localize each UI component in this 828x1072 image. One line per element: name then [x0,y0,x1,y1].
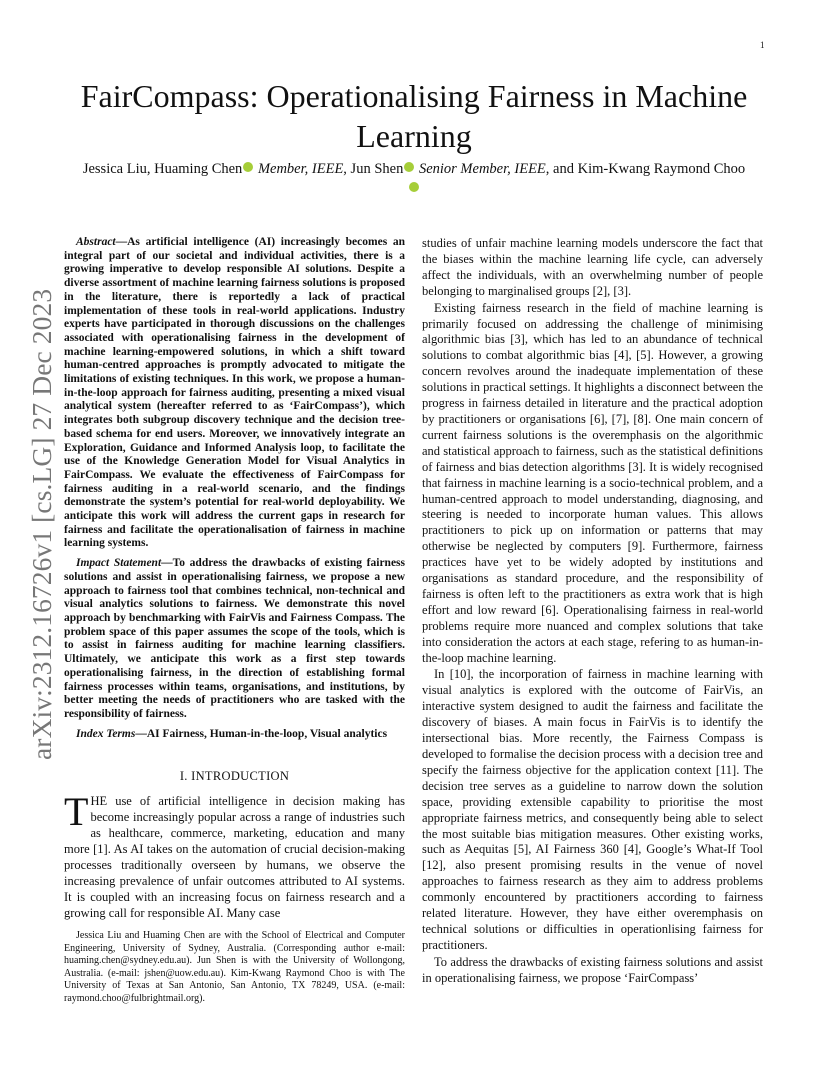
dropcap: T [64,789,89,835]
impact-text: —To address the drawbacks of existing fairness solutions and assist in operationalising fairness, we propose a new approach to fairness tool that combines technical, non-technical and visual analytics solutions to fairness. We demonstrate this novel approach by benchmarking with FairVis and Fairness Compass. The problem space of this paper assumes the scope of the tools, which is to assist in fairness auditing for machine learning classifiers. Ultimately, we anticipate this work as a first step towards operationalising fairness, in the direction of establishing formal fairness processes within teams, organisations, and institutions, by better meeting the needs of practitioners who are tasked with the responsibility of fairness. [64,557,406,720]
index-terms-label: Index Terms [76,727,136,740]
orcid-icon[interactable] [404,162,414,172]
body-paragraph: To address the drawbacks of existing fairness solutions and assist in operationalising fairness, we propose ‘FairCompass’ [422,954,763,985]
left-column [64,236,405,922]
intro-text: use of artificial intelligence in decision making has become increasingly popular across a range of industries such as healthcare, commerce, marketing, education and many more [1]. As AI takes on the automation of crucial decision-making processes traditionally overseen by humans, we observe the increasing prevalence of unfair outcomes attributed to AI systems. It is coupled with an increasing focus on fairness research and a growing call for responsible AI. Many case [64,794,405,920]
intro-lead-caps: HE [90,794,108,809]
body-paragraph: Existing fairness research in the field of machine learning is primarily focused on addressing the challenge of minimising algorithmic bias [3], which has led to an abundance of technical solutions to combat algorithmic bias [4], [5]. However, a growing concern revolves around the inadequate implementation of these solutions in practical settings. It highlights a disconnect between the progress in fairness detailed in literature and the practical adoption by practitioners or organisations [6], [7], [8]. One main concern of current fairness solutions is the overemphasis on the algorithmic and statistical approach to fairness, such as the statistical definitions of fairness and bias detection algorithms [3]. It is widely recognised that fairness in machine learning is a socio-technical problem, and a human-centred approach to model understanding, diagnosing, and steering is needed to incorporate human values. This allows practitioners to pick up on information or patterns that may otherwise be neglected by computers [9]. Furthermore, fairness practices have yet to be widely adopted by institutions and organisations as standard procedure, and the responsibility of fairness is often left to the practitioners as extra work that is high effort and low reward [6]. Operationalising fairness in real-world problems require more nuanced and complex solutions that take into consideration the actors at each stage, refering to as human-in-the-loop machine learning. [422,300,763,665]
body-paragraph: studies of unfair machine learning models underscore the fact that the biases within the machine learning life cycle, can adversely affect the individuals, with an overwhelming number of people belonging to marginalised groups [2], [3]. [422,236,763,298]
author-names-2: , Jun Shen [343,161,404,177]
author-role-2: Senior Member, IEEE [418,161,546,177]
author-role-1: Member, IEEE [257,161,344,177]
paper-title: FairCompass: Operationalising Fairness in Machine Learning [80,78,748,154]
arxiv-identifier: arXiv:2312.16726v1 [cs.LG] 27 Dec 2023 [26,288,57,760]
abstract [64,236,405,551]
author-list [80,159,748,199]
author-names-1: Jessica Liu, Huaming Chen [82,161,243,177]
index-terms-text: —AI Fairness, Human-in-the-loop, Visual analytics [135,727,388,740]
impact-label: Impact Statement [76,557,162,570]
abstract-label: Abstract [76,236,116,248]
impact-statement [64,557,405,721]
orcid-icon[interactable] [409,182,419,192]
author-names-3: , and Kim-Kwang Raymond Choo [545,161,746,177]
orcid-icon[interactable] [243,162,253,172]
section-heading-introduction: I. INTRODUCTION [179,769,290,784]
intro-paragraph [64,789,405,921]
abstract-text: —As artificial intelligence (AI) increasingly becomes an integral part of our societal and individual activities, there is a growing imperative to develop responsible AI solutions. Despite a diverse assortment of machine learning fairness solutions is proposed in the literature, there is reportedly a lack of practical implementation of these tools in real-world applications. Industry experts have participated in thorough discussions on the challenges associated with operationalising fairness in the development of machine learning-empowered solutions, in which a shift toward human-centred approaches is promptly advocated to mitigate the limitations of existing techniques. In this work, we propose a human-in-the-loop approach for fairness auditing, presenting a mixed visual analytical system (hereafter referred to as ‘FairCompass’), which integrates both subgroup discovery technique and the decision tree-based schema for end users. Moreover, we innovatively integrate an Exploration, Guidance and Informed Analysis loop, to facilitate the use of the Knowledge Generation Model for Visual Analytics in FairCompass. We evaluate the effectiveness of FairCompass for fairness auditing in a real-world scenario, and the findings demonstrate the system’s potential for real-world deployability. We anticipate this work will address the current gaps in research for fairness and facilitate the operationalisation of fairness in machine learning systems. [64,236,405,550]
right-column [422,236,763,987]
body-paragraph: In [10], the incorporation of fairness in machine learning with visual analytics is explored with the outcome of FairVis, an interactive system designed to audit the fairness and facilitate the discovery of biases. A main focus in FairVis is to identify the intersectional bias. More recently, the Fairness Compass is developed to formalise the decision process with a decision tree and specify the fairness objective for the application context [11]. The decision tree serves as a guideline to narrow down the solution space, providing extensible capability to prioritise the most appropriate fairness metrics, and consequently being able to select the most suitable bias mitigation measures. Other existing works, such as Aequitas [5], AI Fairness 360 [4], Google’s What-If Tool [12], also present promising results in the venue of novel approaches to fairness research as they aim to address problems commonly encountered by practitioners according to fairness related literature. However, they have either overemphasis on technical solutions or difficulties in operationlising fairness for practitioners. [422,667,763,952]
index-terms [64,728,405,742]
author-footnote: Jessica Liu and Huaming Chen are with the School of Electrical and Computer Engineering, University of Sydney, Australia. (Corresponding author e-mail: huaming.chen@sydney.edu.au). Jun Shen is with the University of Wollongong, Australia. (e-mail: jshen@uow.edu.au). Kim-Kwang Raymond Choo is with The University of Texas at San Antonio, San Antonio, TX 78249, USA. (e-mail: raymond.choo@fulbrightmail.org). [64,930,405,1004]
page-number: 1 [760,40,765,50]
